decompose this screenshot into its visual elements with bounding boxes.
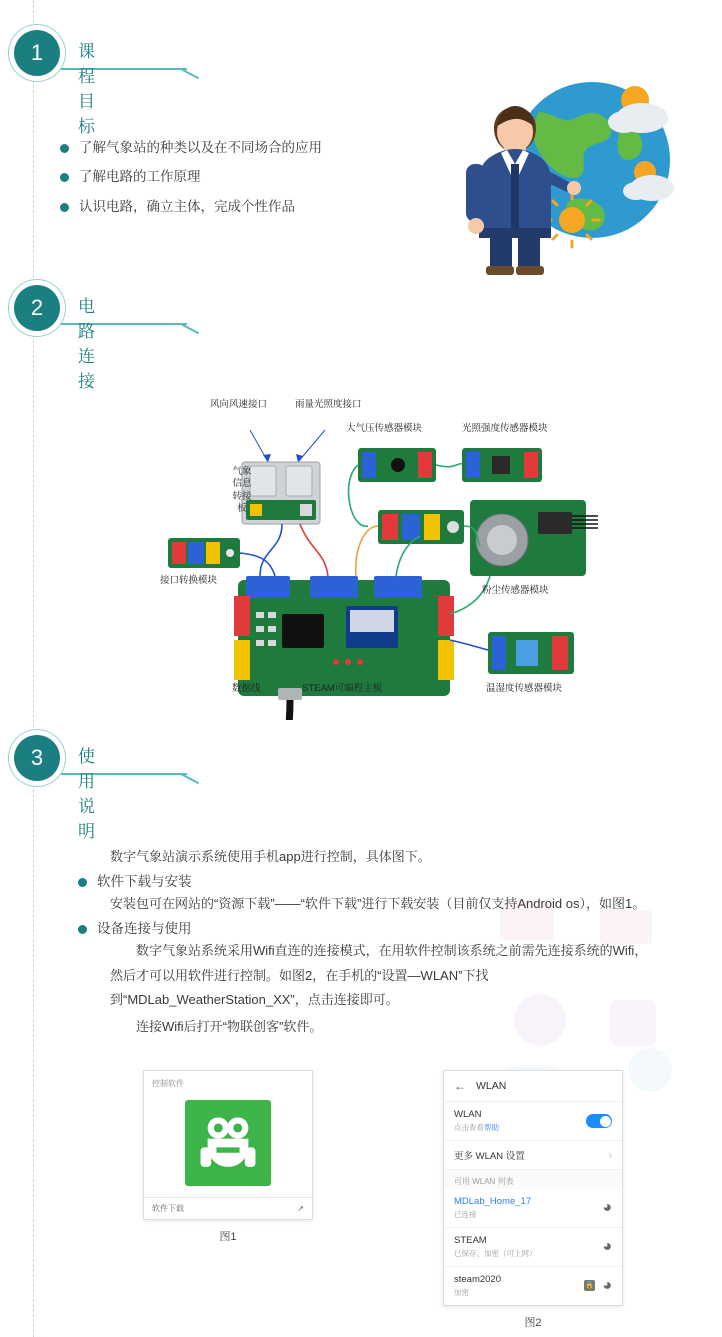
network-status: 加密 xyxy=(454,1288,469,1297)
section-2-number: 2 xyxy=(14,285,60,331)
wlan-label: WLAN xyxy=(454,1109,482,1120)
label-adapter-board: 气象信息转接板 xyxy=(232,466,252,515)
figure-1 xyxy=(143,1070,313,1244)
network-icons xyxy=(584,1277,612,1295)
available-networks-label: 可用 WLAN 列表 xyxy=(444,1170,622,1189)
chevron-right-icon: › xyxy=(608,1149,612,1161)
wifi-icon: ◕ xyxy=(602,1199,612,1216)
vertical-dashed-spine xyxy=(33,0,34,1337)
more-settings-label: 更多 WLAN 设置 xyxy=(454,1151,525,1162)
bullet-dot-icon xyxy=(60,144,69,153)
instructions-intro: 数字气象站演示系统使用手机app进行控制，具体图下。 xyxy=(110,849,431,864)
list-item xyxy=(78,919,658,939)
figure-2-frame xyxy=(443,1070,623,1306)
instructions-item2-text: 数字气象站系统采用Wifi直连的连接模式，在用软件控制该系统之前需先连接系统的Wifi，然后才可以用软件进行控制。如图2，在手机的“设置—WLAN”下找到“MDLab_WeatherStation_XX”，点击连接即可。 xyxy=(110,942,648,1008)
section-1-title: 课程目标 xyxy=(78,42,96,136)
label-rain-light-interface: 雨量光照度接口 xyxy=(295,399,362,410)
instructions-item1-text: 安装包可在网站的“资源下载”——“软件下载”进行下载安装（目前仅支持Android os），如图1。 xyxy=(110,895,646,911)
wlan-toggle-row[interactable] xyxy=(444,1102,622,1141)
label-interface-module: 接口转换模块 xyxy=(160,575,218,586)
instructions-item2-title: 设备连接与使用 xyxy=(97,920,192,936)
circuit-diagram xyxy=(150,400,620,720)
list-item[interactable] xyxy=(444,1267,622,1305)
bullet-dot-icon xyxy=(60,203,69,212)
label-data-cable: 数据线 xyxy=(232,683,261,694)
bullet-dot-icon xyxy=(78,925,87,934)
list-item-label: 了解气象站的种类以及在不同场合的应用 xyxy=(79,140,322,155)
instructions-item2-text2: 连接Wifi后打开“物联创客”软件。 xyxy=(136,1018,323,1034)
list-item xyxy=(78,872,658,892)
label-pressure-module: 大气压传感器模块 xyxy=(346,423,423,434)
lock-icon: 🔒 xyxy=(585,1282,594,1290)
list-item[interactable] xyxy=(444,1189,622,1228)
wlan-sub-prefix: 点击查看 xyxy=(454,1123,484,1132)
app-icon[interactable] xyxy=(185,1100,271,1186)
label-light-module: 光照强度传感器模块 xyxy=(462,423,548,434)
list-item xyxy=(60,197,400,217)
figure-1-icon-wrap xyxy=(144,1089,312,1197)
list-item-label: 了解电路的工作原理 xyxy=(79,169,201,185)
network-status: 已保存、加密（可上网） xyxy=(454,1249,537,1258)
wifi-icon: ◕ xyxy=(602,1238,612,1255)
label-mainboard: STEAM可编程主板 xyxy=(302,683,383,694)
network-name: MDLab_Home_17 xyxy=(454,1196,532,1207)
label-dust-module: 粉尘传感器模块 xyxy=(482,585,549,596)
circuit-diagram-graphic xyxy=(150,400,620,720)
external-link-icon[interactable]: ↗ xyxy=(297,1204,304,1213)
download-label[interactable]: 软件下载 xyxy=(152,1204,184,1213)
network-status: 已连接 xyxy=(454,1210,477,1219)
teacher-globe-illustration xyxy=(452,60,682,275)
list-item-label: 认识电路，确立主体，完成个性作品 xyxy=(79,198,295,214)
course-goals-list xyxy=(60,138,400,226)
bullet-dot-icon xyxy=(60,173,69,182)
label-temp-hum-module: 温湿度传感器模块 xyxy=(486,683,563,694)
wlan-header xyxy=(444,1071,622,1102)
wlan-more-settings-row[interactable] xyxy=(444,1141,622,1170)
list-item xyxy=(60,138,400,158)
network-name: steam2020 xyxy=(454,1274,502,1285)
back-arrow-icon[interactable]: ← xyxy=(454,1079,466,1093)
figure-1-caption: 图1 xyxy=(219,1231,237,1243)
wlan-toggle[interactable] xyxy=(586,1114,612,1128)
wifi-icon: ◕ xyxy=(602,1277,612,1294)
figure-1-footer xyxy=(144,1197,312,1219)
list-item xyxy=(60,167,400,187)
label-wind-interface: 风向风速接口 xyxy=(210,399,268,410)
wlan-sub xyxy=(454,1122,499,1133)
bullet-dot-icon xyxy=(78,878,87,887)
list-item[interactable] xyxy=(444,1228,622,1267)
section-1-number: 1 xyxy=(14,30,60,76)
wlan-header-title: WLAN xyxy=(476,1080,507,1092)
figure-1-frame xyxy=(143,1070,313,1220)
frog-logo-icon xyxy=(197,1112,259,1174)
section-2-title: 电路连接 xyxy=(78,297,96,391)
wlan-help-link[interactable]: 帮助 xyxy=(484,1123,499,1132)
network-name: STEAM xyxy=(454,1235,487,1246)
section-3-title: 使用说明 xyxy=(78,747,96,841)
figure-2-caption: 图2 xyxy=(524,1317,542,1329)
figure-1-app-label: 控制软件 xyxy=(152,1079,184,1088)
section-3-number: 3 xyxy=(14,735,60,781)
figure-2 xyxy=(443,1070,623,1330)
instructions-item1-title: 软件下载与安装 xyxy=(97,873,192,889)
instructions-body xyxy=(78,845,658,1042)
